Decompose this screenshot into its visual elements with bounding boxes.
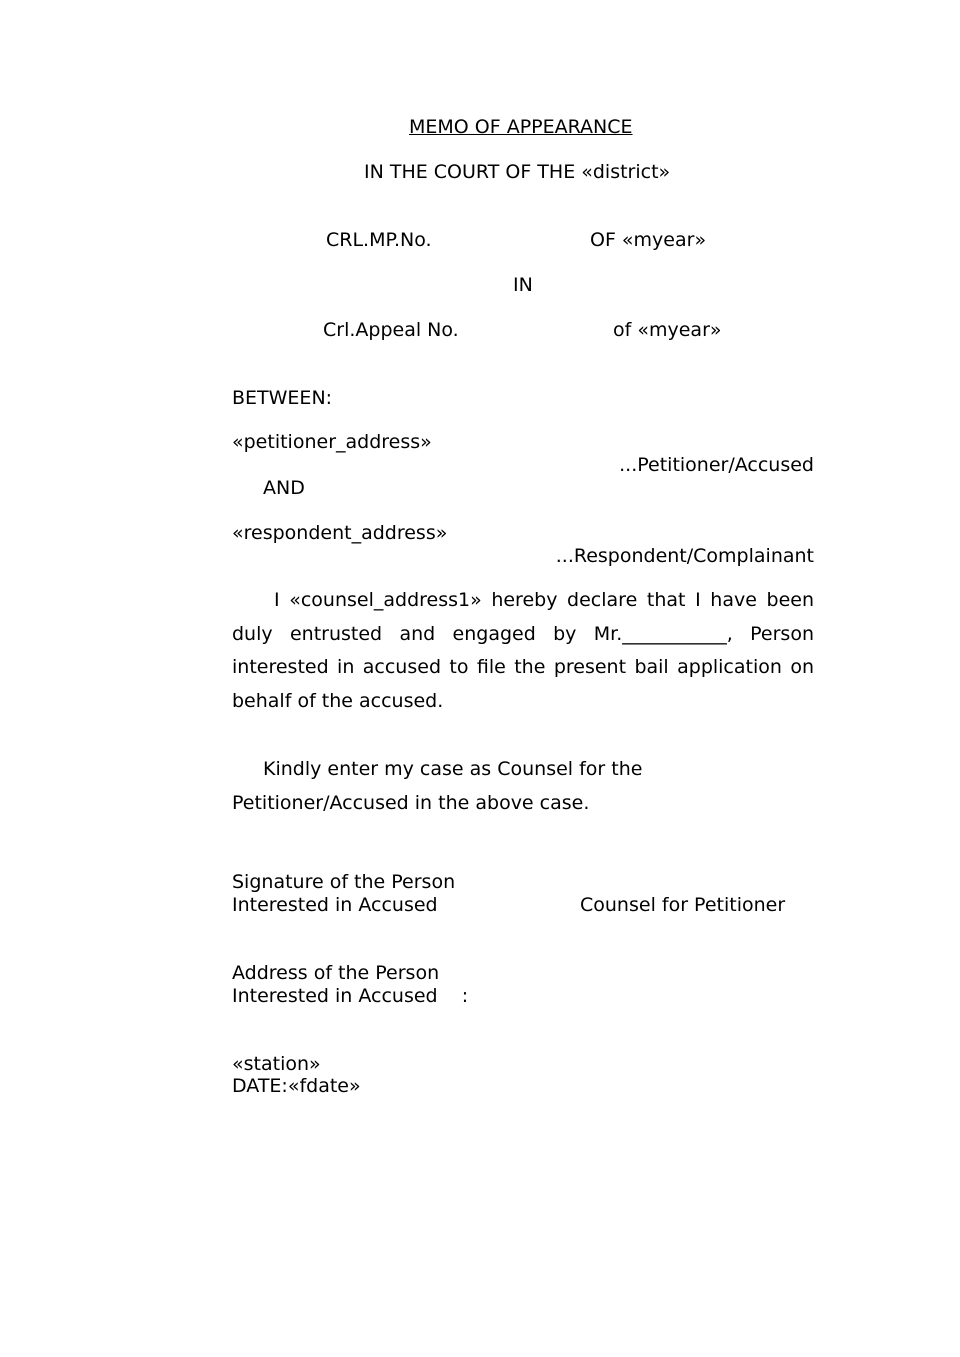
- crlmp-number-label: CRL.MP.No.: [326, 229, 432, 251]
- declaration-paragraph: I «counsel_address1» hereby declare that I have been duly entrusted and engaged by Mr.___________, Person interested in accused to file the present bail application on behalf of the accused.: [232, 589, 814, 712]
- station: «station»: [232, 1053, 321, 1075]
- in-label: IN: [513, 274, 533, 296]
- and-label: AND: [263, 477, 305, 499]
- date: DATE:«fdate»: [232, 1075, 361, 1097]
- court-line: IN THE COURT OF THE «district»: [364, 161, 671, 183]
- crlmp-year: OF «myear»: [590, 229, 707, 251]
- appeal-year: of «myear»: [613, 319, 722, 341]
- person-address-line2: Interested in Accused :: [232, 985, 469, 1007]
- petitioner-role: ...Petitioner/Accused: [619, 454, 814, 476]
- between-label: BETWEEN:: [232, 387, 333, 409]
- person-signature-line2: Interested in Accused: [232, 894, 438, 916]
- counsel-signature: Counsel for Petitioner: [580, 894, 786, 916]
- person-address-line1: Address of the Person: [232, 962, 440, 984]
- respondent-role: ...Respondent/Complainant: [555, 545, 814, 567]
- request-paragraph: Kindly enter my case as Counsel for the Petitioner/Accused in the above case.: [232, 758, 643, 814]
- document-title: MEMO OF APPEARANCE: [409, 116, 633, 138]
- person-signature-line1: Signature of the Person: [232, 871, 456, 893]
- petitioner-address: «petitioner_address»: [232, 431, 432, 453]
- appeal-number-label: Crl.Appeal No.: [323, 319, 459, 341]
- respondent-address: «respondent_address»: [232, 522, 448, 544]
